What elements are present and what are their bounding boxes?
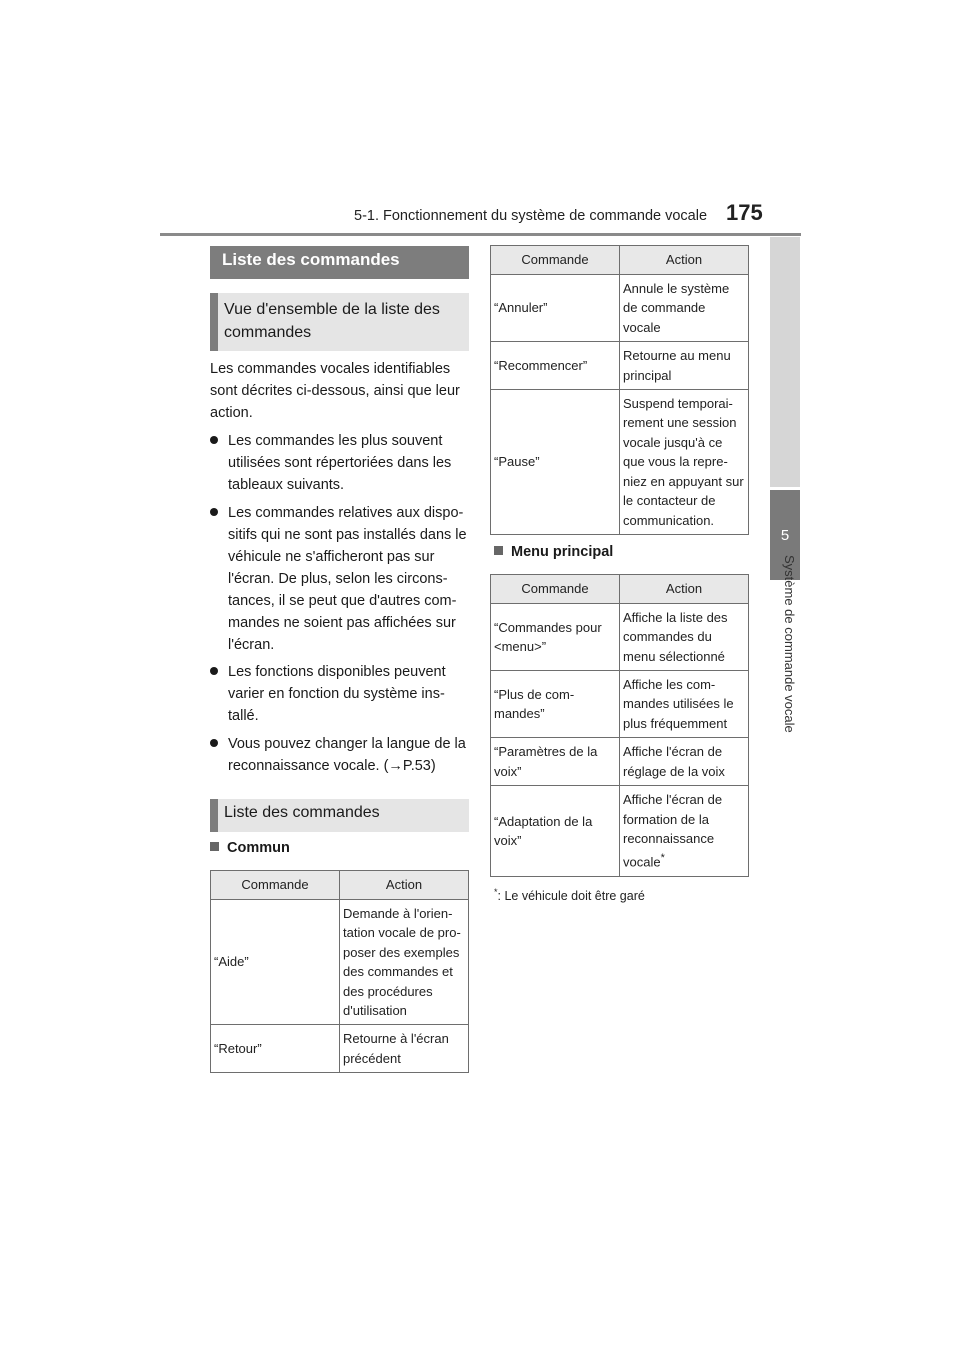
bullet-dot-icon: [210, 667, 218, 675]
table-row: [491, 671, 749, 738]
commun-subheading: [210, 840, 290, 856]
overview-heading: Vue d'ensemble de la liste des commandes: [210, 293, 469, 351]
command-cell: “Retour”: [211, 1025, 340, 1073]
bullet-dot-icon: [210, 739, 218, 747]
table-row: [491, 604, 749, 671]
column-header-command: Commande: [211, 871, 340, 900]
commun-table-part1: [210, 870, 469, 1073]
action-cell: Affiche les com-mandes utilisées le plus fréquemment: [620, 671, 749, 738]
action-cell: [620, 786, 749, 877]
square-bullet-icon: [494, 546, 503, 555]
action-cell: Annule le système de commande vocale: [620, 275, 749, 342]
bullet-item: [210, 430, 469, 496]
bullet-text: Les commandes les plus souvent utilisées sont répertoriées dans les tableaux suivants.: [228, 433, 452, 493]
action-cell: Suspend temporai-rement une session vocale jusqu'à ce que vous la repre-niez en appuyant sur le contacteur de communication.: [620, 390, 749, 535]
menu-principal-subheading: [494, 544, 613, 560]
table-row: [491, 738, 749, 786]
bullet-text: Vous pouvez changer la langue de la reconnaissance vocale. (→P.53): [228, 736, 466, 774]
action-cell: Demande à l'orien-tation vocale de pro-poser des exemples des commandes et des procédures d'utilisation: [340, 900, 469, 1025]
intro-paragraph: Les commandes vocales identifiables sont décrites ci-dessous, ainsi que leur action.: [210, 361, 460, 421]
column-header-action: Action: [340, 871, 469, 900]
section-title: 5-1. Fonctionnement du système de commande vocale: [354, 208, 708, 224]
footnote-mark: *: [494, 887, 498, 897]
column-header-action: Action: [620, 575, 749, 604]
side-tab-strip: [770, 237, 800, 487]
command-cell: “Pause”: [491, 390, 620, 535]
commun-title: Commun: [227, 840, 290, 856]
command-cell: “Recommencer”: [491, 342, 620, 390]
commun-table-part2: [490, 245, 749, 535]
action-text: Affiche l'écran de formation de la reconnaissance vocale: [623, 792, 723, 870]
action-cell: Affiche l'écran de réglage de la voix: [620, 738, 749, 786]
table-row: [491, 342, 749, 390]
main-heading: Liste des commandes: [210, 246, 469, 279]
chapter-number: 5: [780, 526, 790, 544]
column-header-action: Action: [620, 246, 749, 275]
chapter-title: Système de commande vocale: [782, 555, 797, 733]
table-row: [491, 390, 749, 535]
command-list-heading: Liste des commandes: [210, 799, 469, 832]
table-row: [491, 275, 749, 342]
menu-principal-title: Menu principal: [511, 544, 614, 560]
footnote-text: : Le véhicule doit être garé: [497, 889, 645, 904]
table-row: [211, 900, 469, 1025]
command-cell: “Commandes pour <menu>”: [491, 604, 620, 671]
bullet-dot-icon: [210, 436, 218, 444]
bullet-text: Les commandes relatives aux dispo-sitifs qui ne sont pas installés dans le véhicule ne s'afficheront pas sur l'écran. De plus, selon les circons-tances, il se peut que d'autres com-mandes ne soient pas affichées sur l'écran.: [228, 505, 467, 653]
footnote-mark: *: [660, 851, 665, 864]
command-cell: “Annuler”: [491, 275, 620, 342]
column-header-command: Commande: [491, 246, 620, 275]
action-cell: Affiche la liste des commandes du menu sélectionné: [620, 604, 749, 671]
table-row: [491, 786, 749, 877]
bullet-text: Les fonctions disponibles peuvent varier en fonction du système ins-tallé.: [228, 664, 446, 724]
column-header-command: Commande: [491, 575, 620, 604]
command-cell: “Aide”: [211, 900, 340, 1025]
bullet-item: [210, 661, 469, 727]
square-bullet-icon: [210, 842, 219, 851]
page-number: 175: [726, 200, 763, 225]
command-cell: “Plus de com-mandes”: [491, 671, 620, 738]
action-cell: Retourne au menu principal: [620, 342, 749, 390]
command-cell: “Adaptation de la voix”: [491, 786, 620, 877]
table-row: [211, 1025, 469, 1073]
bullet-item: [210, 502, 469, 656]
menu-principal-table: [490, 574, 749, 877]
action-cell: Retourne à l'écran précédent: [340, 1025, 469, 1073]
command-cell: “Paramètres de la voix”: [491, 738, 620, 786]
header-rule: [160, 233, 801, 236]
bullet-item: [210, 733, 469, 777]
bullet-dot-icon: [210, 508, 218, 516]
footnote: [494, 887, 645, 903]
